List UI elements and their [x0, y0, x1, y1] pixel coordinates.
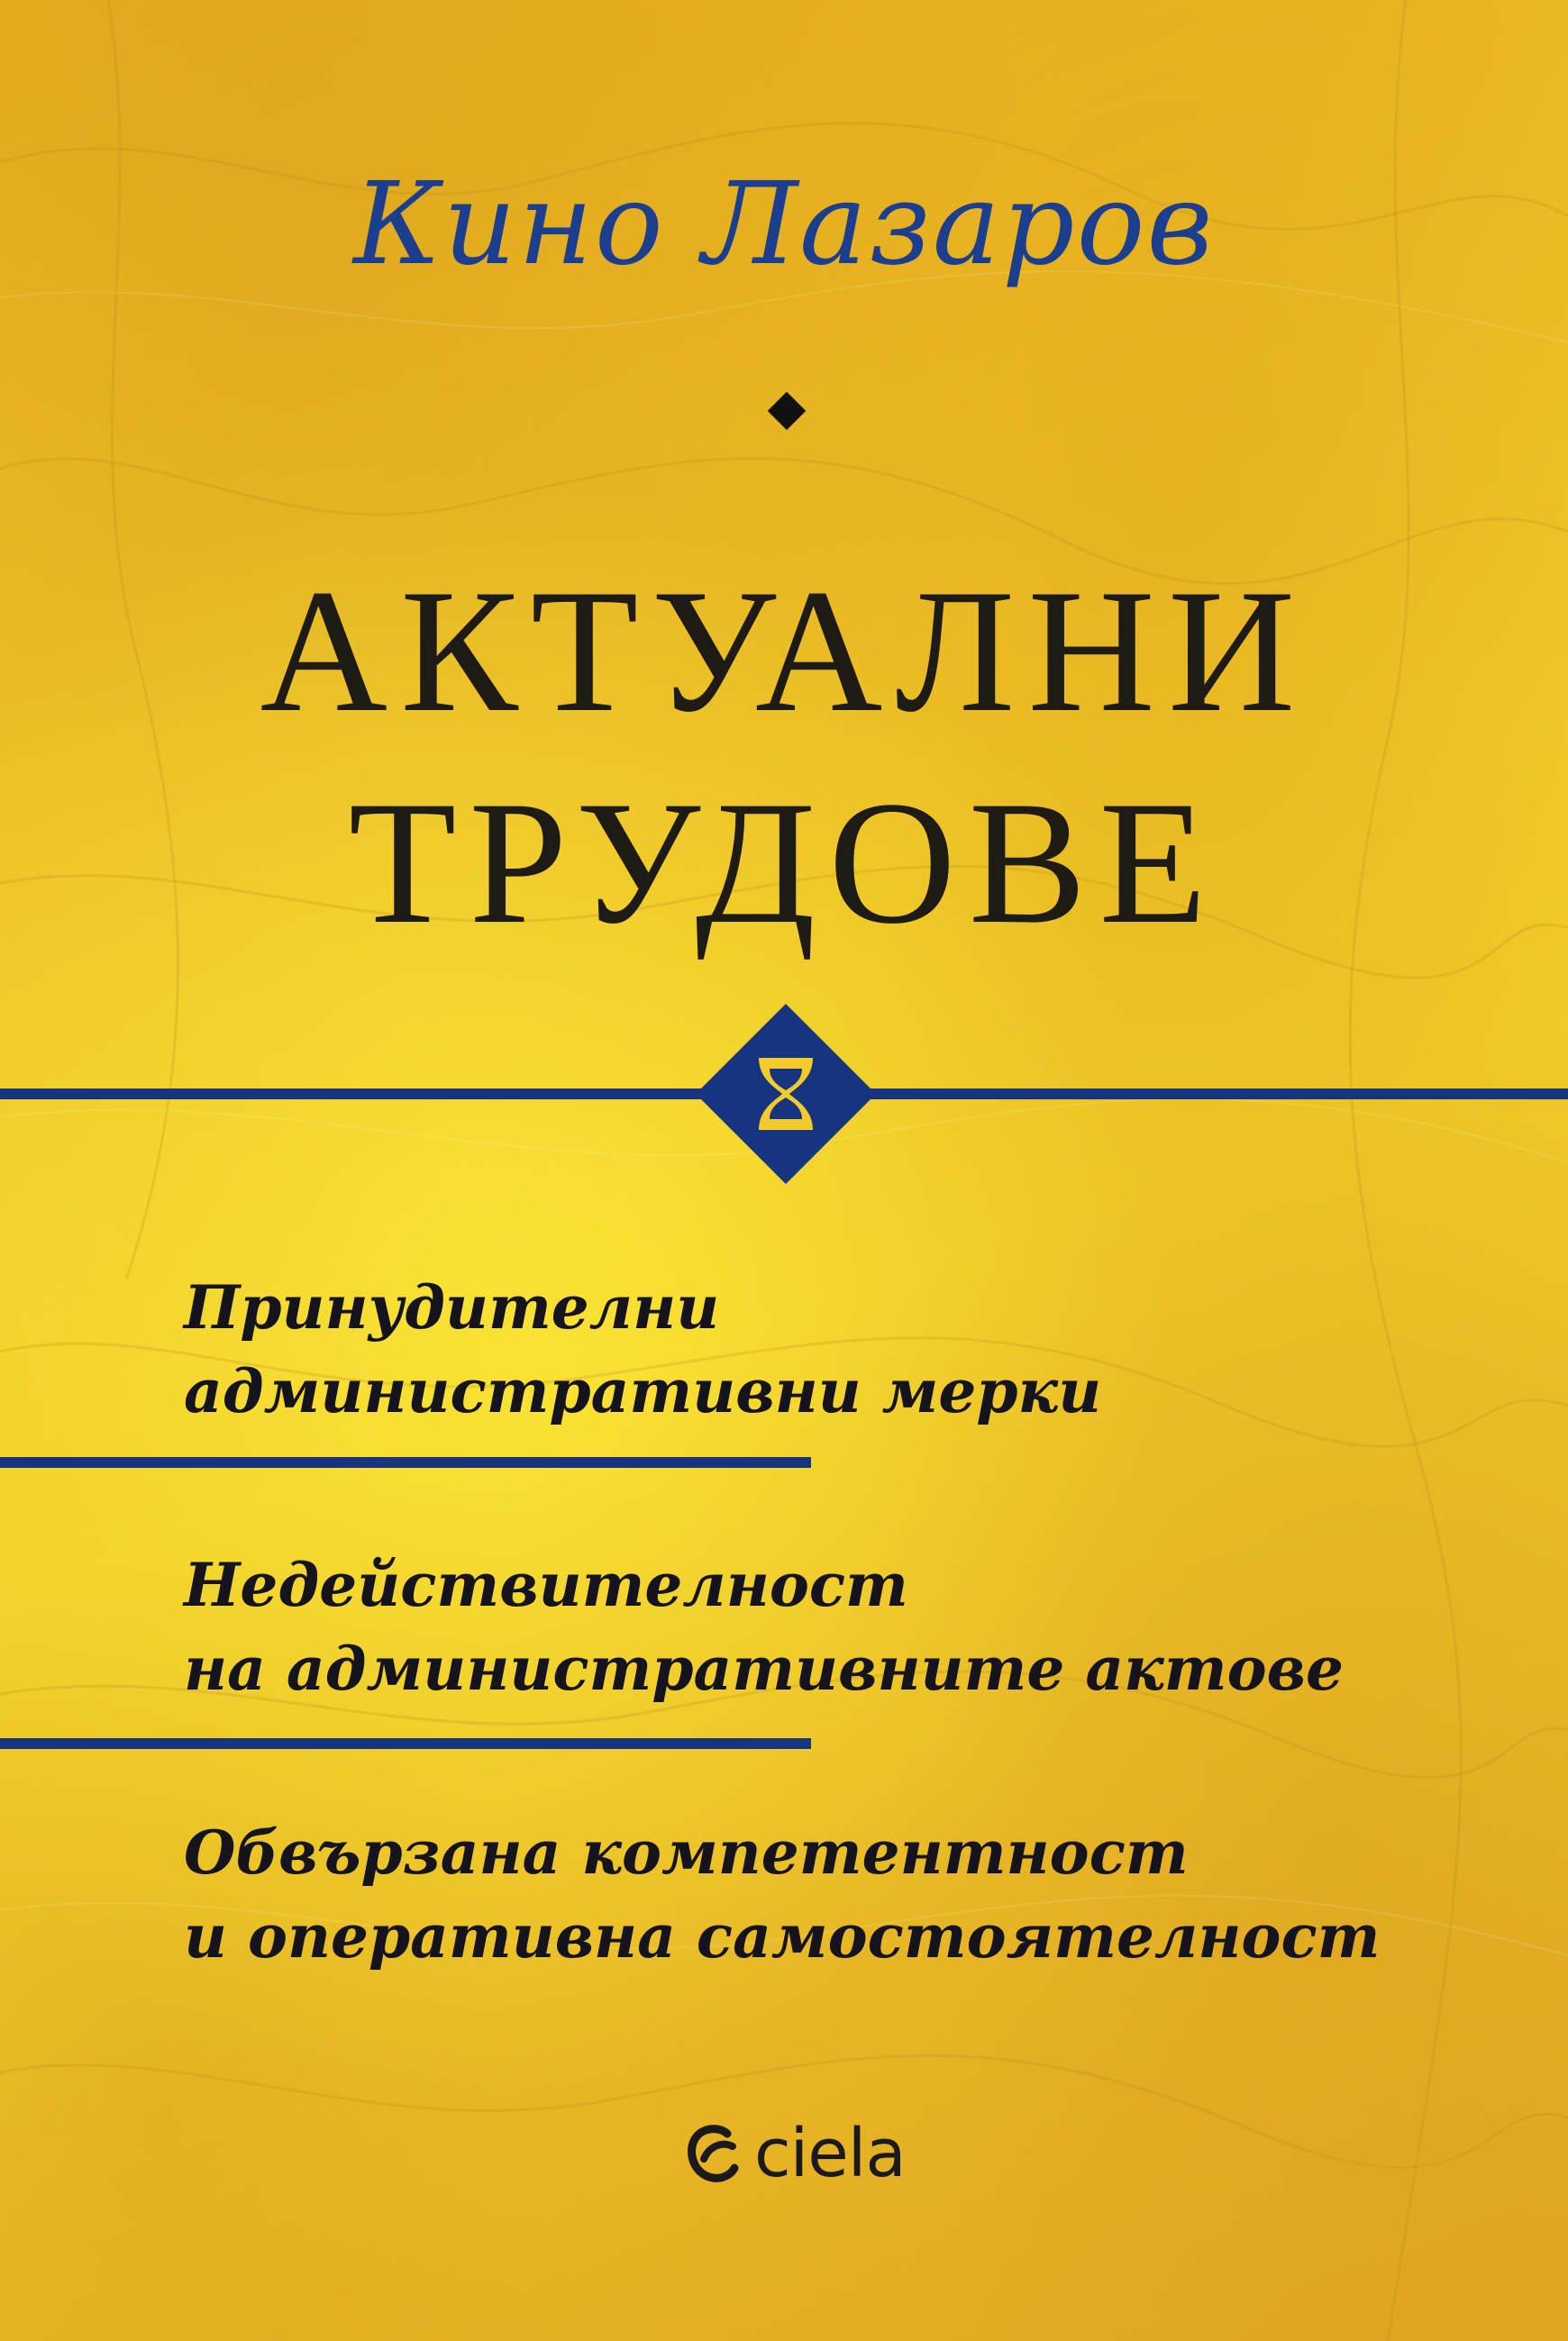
topic-separator-2	[0, 1738, 811, 1749]
topic-3-line-1: Обвързана компетентност	[184, 1817, 1189, 1888]
topic-separator-1	[0, 1457, 811, 1468]
title-line-2: ТРУДОВЕ	[348, 765, 1220, 961]
topic-2	[184, 1544, 1344, 1711]
hourglass-diamond-icon	[694, 1002, 878, 1186]
diamond-icon	[768, 392, 806, 430]
publisher-name: ciela	[754, 2115, 906, 2192]
topic-3-line-2: и оперативна самостоятелност	[184, 1901, 1381, 1972]
ciela-logo-icon	[682, 2119, 745, 2188]
title-line-1: АКТУАЛНИ	[260, 553, 1308, 749]
topic-1	[184, 1266, 1101, 1434]
author-name: Кино Лазаров	[353, 158, 1215, 290]
publisher-logo	[682, 2109, 906, 2199]
topic-2-line-2: на административните актове	[184, 1634, 1344, 1704]
topic-3	[184, 1811, 1380, 1979]
topic-1-line-2: административни мерки	[184, 1356, 1102, 1426]
topic-1-line-1: Принудителни	[184, 1272, 720, 1343]
topic-2-line-1: Недействителност	[184, 1550, 908, 1620]
